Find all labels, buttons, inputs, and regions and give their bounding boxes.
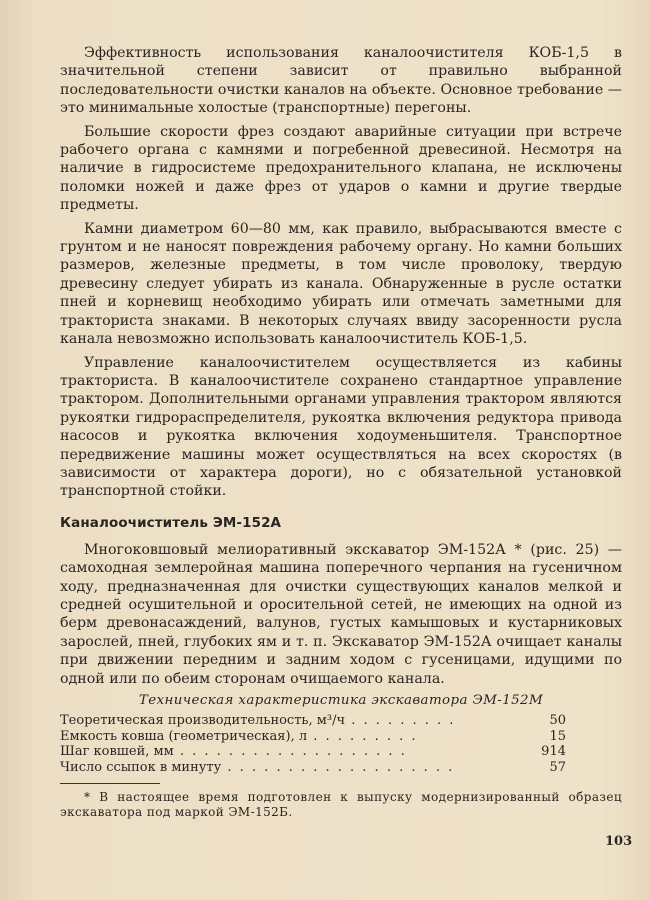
spec-row [60, 713, 622, 729]
spec-table-title: Техническая характеристика экскаватора ЭМ-152М [138, 693, 544, 708]
spec-label: Шаг ковшей, мм [60, 744, 174, 759]
footnote-divider [60, 783, 160, 784]
leader-dots: . . . . . . . . . [307, 728, 418, 744]
spec-label: Теоретическая производительность, м³/ч [60, 713, 346, 728]
spec-row [60, 729, 622, 745]
page-content [60, 44, 622, 820]
paragraph-control: Управление каналоочистителем осуществляется из кабины тракториста. В каналоочистителе сохранено стандартное управление трактором. Дополнительными органами управления трактором являются рукоятки гидрораспределителя, рукоятка включения редуктора привода насосов и рукоятка включения ходоуменьшителя. Транспортное передвижение машины может осуществляться на всех скоростях (в зависимости от характера дороги), но с обязательной установкой транспортной стойки. [60, 354, 622, 500]
spec-row [60, 760, 622, 776]
spec-label: Число ссыпок в минуту [60, 759, 222, 775]
paragraph-excavator: Многоковшовый мелиоративный экскаватор ЭМ-152А * (рис. 25) — самоходная землеройная машина поперечного черпания на гусеничном ходу, предназначенная для очистки существующих каналов мелкой и средней осушительной и оросительной сетей, не имеющих на одной из берм древонасаждений, валунов, густых камышовых и кустарниковых зарослей, пней, глубоких ям и т. п. Экскаватор ЭМ-152А очищает каналы при движении передним и задним ходом с гусеницами, идущими по одной или по обеим сторонам очищаемого канала. [60, 541, 622, 687]
spec-value: 914 [541, 744, 566, 759]
spec-table [60, 713, 622, 775]
spec-value: 57 [549, 759, 566, 775]
paragraph-cutter-speed: Большие скорости фрез создают аварийные ситуации при встрече рабочего органа с камнями и погребенной древесиной. Несмотря на наличие в гидросистеме предохранительного клапана, не исключены поломки ножей и даже фрез от ударов о камни и другие твердые предметы. [60, 123, 622, 214]
page-number: 103 [605, 834, 633, 849]
leader-dots: . . . . . . . . . . . . . . . . . . . [173, 744, 407, 759]
spec-row [60, 744, 622, 760]
spec-value: 15 [549, 728, 566, 744]
paragraph-efficiency: Эффективность использования каналоочистителя КОБ-1,5 в значительной степени зависит от правильно выбранной последовательности очистки каналов на объекте. Основное требование — это минимальные холостые (транспортные) перегоны. [60, 45, 622, 117]
leader-dots: . . . . . . . . . [345, 713, 456, 728]
spec-value: 50 [549, 713, 566, 728]
spec-label: Емкость ковша (геометрическая), л [60, 728, 308, 744]
paragraph-stones: Камни диаметром 60—80 мм, как правило, выбрасываются вместе с грунтом и не наносят повреждения рабочему органу. Но камни больших размеров, железные предметы, в том числе проволоку, твердую древесину следует убирать из канала. Обнаруженные в русле остатки пней и корневищ необходимо убирать или отмечать заметными для тракториста знаками. В некоторых случаях ввиду засоренности русла канала невозможно использовать каналоочиститель КОБ-1,5. [60, 220, 622, 348]
leader-dots: . . . . . . . . . . . . . . . . . . . [221, 759, 455, 775]
footnote: * В настоящее время подготовлен к выпуску модернизированный образец экскаватора под маркой ЭМ-152Б. [60, 790, 622, 819]
section-title: Каналоочиститель ЭМ-152А [60, 514, 282, 531]
